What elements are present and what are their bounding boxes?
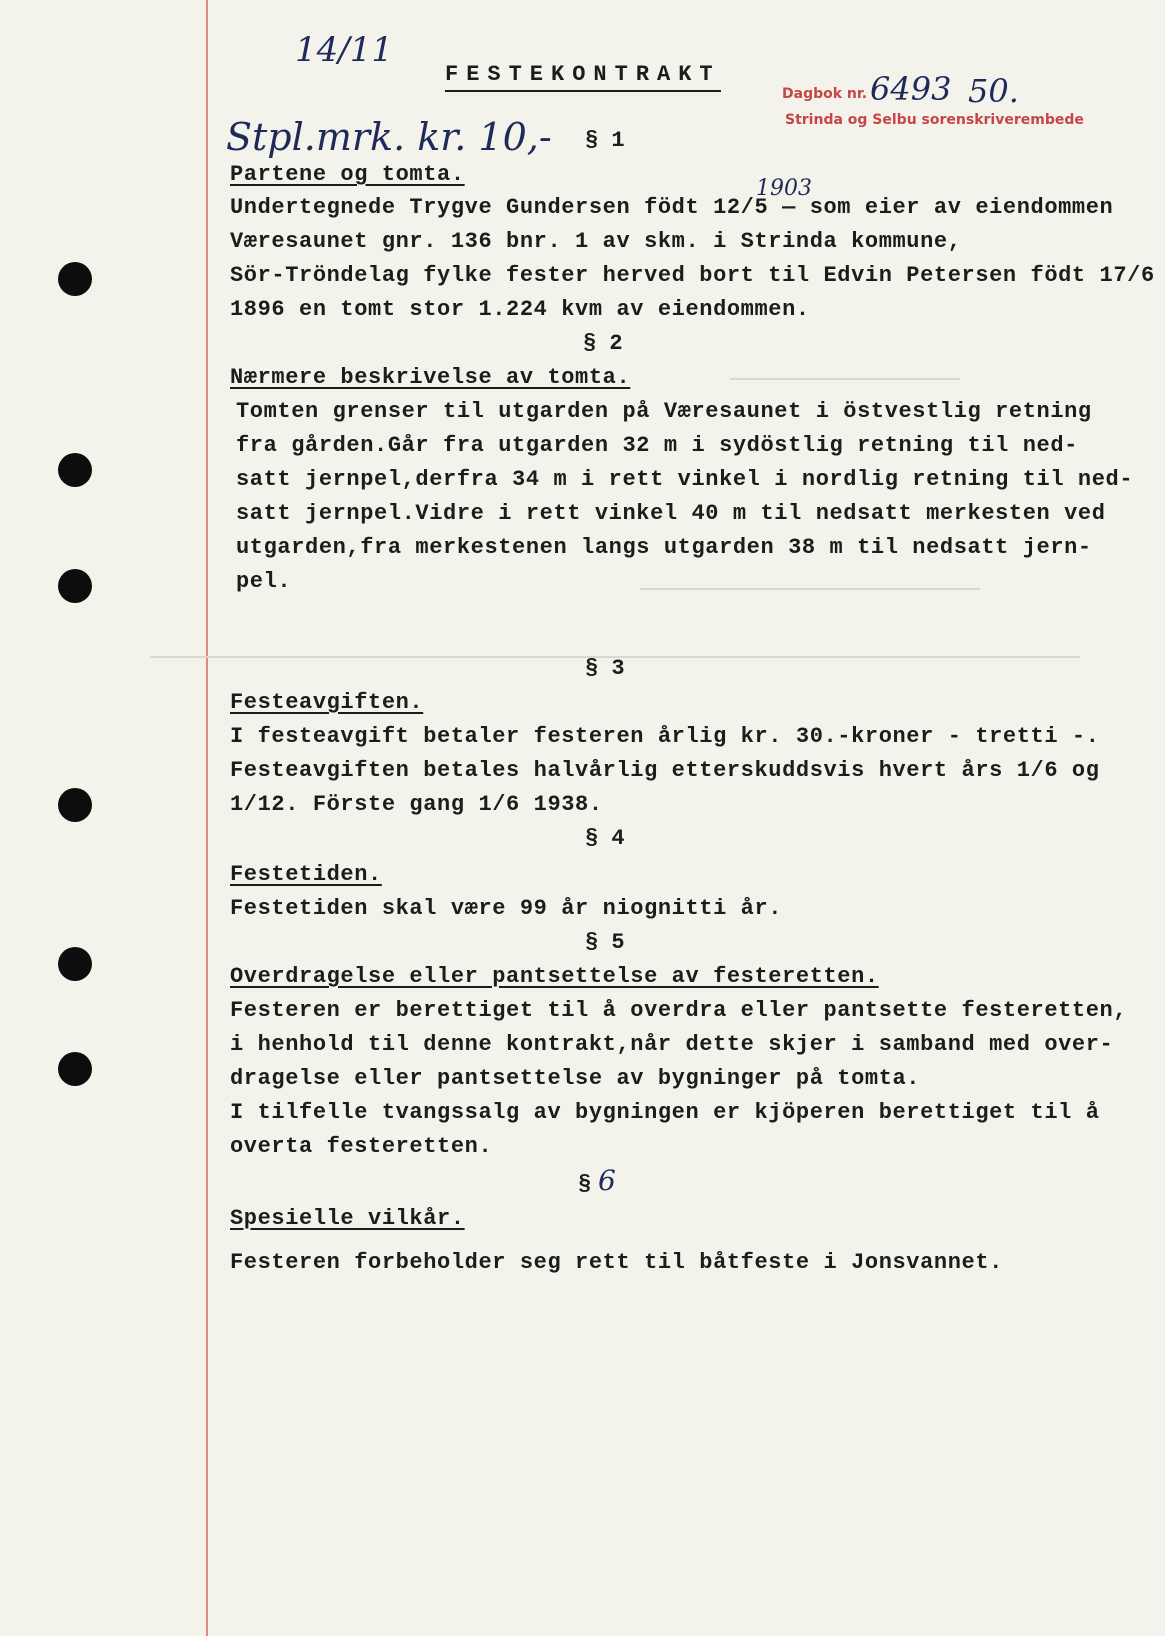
text-line: 1/12. Förste gang 1/6 1938. bbox=[230, 792, 603, 817]
text-line: pel. bbox=[236, 569, 292, 594]
text-line: 1896 en tomt stor 1.224 kvm av eiendommen. bbox=[230, 297, 810, 322]
section-number: § 2 bbox=[583, 331, 623, 356]
text-line: Undertegnede Trygve Gundersen födt 12/5 — som eier av eiendommen bbox=[230, 195, 1114, 220]
registry-stamp-line2: Strinda og Selbu sorenskriverembede bbox=[785, 112, 1084, 128]
section-number: § 5 bbox=[585, 930, 625, 955]
margin-line bbox=[206, 0, 208, 1636]
handwritten-section-number: 6 bbox=[598, 1164, 616, 1197]
punch-hole bbox=[58, 569, 92, 603]
punch-hole bbox=[58, 453, 92, 487]
text-line: Festeren forbeholder seg rett til båtfeste i Jonsvannet. bbox=[230, 1250, 1003, 1275]
text-line: satt jernpel,derfra 34 m i rett vinkel i nordlig retning til ned- bbox=[236, 467, 1134, 492]
section-number: § 3 bbox=[585, 656, 625, 681]
text-line: overta festeretten. bbox=[230, 1134, 493, 1159]
punch-hole bbox=[58, 262, 92, 296]
registry-stamp-line1 bbox=[782, 86, 867, 102]
section-number: § 1 bbox=[585, 128, 625, 153]
text-line: Festetiden skal være 99 år niognitti år. bbox=[230, 896, 783, 921]
text-line: i henhold til denne kontrakt,når dette skjer i samband med over- bbox=[230, 1032, 1114, 1057]
handwritten-date: 14/11 bbox=[295, 30, 393, 70]
punch-hole bbox=[58, 1052, 92, 1086]
section-heading: Partene og tomta. bbox=[230, 162, 465, 187]
text-line: utgarden,fra merkestenen langs utgarden 38 m til nedsatt jern- bbox=[236, 535, 1092, 560]
stamp-prefix: Dagbok nr. bbox=[782, 86, 868, 102]
handwritten-stamp-number: 6493 bbox=[870, 70, 952, 108]
text-line: I tilfelle tvangssalg av bygningen er kjöperen berettiget til å bbox=[230, 1100, 1100, 1125]
text-line: dragelse eller pantsettelse av bygninger på tomta. bbox=[230, 1066, 921, 1091]
text-line: I festeavgift betaler festeren årlig kr. 30.-kroner - tretti -. bbox=[230, 724, 1100, 749]
section-heading: Overdragelse eller pantsettelse av festeretten. bbox=[230, 964, 879, 989]
text-line: Sör-Tröndelag fylke fester herved bort til Edvin Petersen födt 17/6 bbox=[230, 263, 1155, 288]
section-heading: Festeavgiften. bbox=[230, 690, 424, 715]
punch-hole bbox=[58, 788, 92, 822]
punch-hole bbox=[58, 947, 92, 981]
section-number: § bbox=[578, 1172, 592, 1197]
handwritten-fee-note: Stpl.mrk. kr. 10,- bbox=[226, 115, 552, 159]
section-heading: Nærmere beskrivelse av tomta. bbox=[230, 365, 631, 390]
text-line: satt jernpel.Vidre i rett vinkel 40 m til nedsatt merkesten ved bbox=[236, 501, 1106, 526]
section-heading: Spesielle vilkår. bbox=[230, 1206, 465, 1231]
text-line: Festeavgiften betales halvårlig etterskuddsvis hvert års 1/6 og bbox=[230, 758, 1100, 783]
document-title: FESTEKONTRAKT bbox=[445, 62, 721, 92]
bleed-through bbox=[640, 588, 980, 590]
text-line: fra gården.Går fra utgarden 32 m i sydöstlig retning til ned- bbox=[236, 433, 1078, 458]
bleed-through bbox=[730, 378, 960, 380]
handwritten-birth-year: 1903 bbox=[756, 176, 812, 201]
text-line: Tomten grenser til utgarden på Væresaunet i östvestlig retning bbox=[236, 399, 1092, 424]
text-line: Væresaunet gnr. 136 bnr. 1 av skm. i Strinda kommune, bbox=[230, 229, 962, 254]
section-number: § 4 bbox=[585, 826, 625, 851]
section-heading: Festetiden. bbox=[230, 862, 382, 887]
handwritten-stamp-year: 50. bbox=[968, 72, 1019, 110]
text-line: Festeren er berettiget til å overdra eller pantsette festeretten, bbox=[230, 998, 1128, 1023]
